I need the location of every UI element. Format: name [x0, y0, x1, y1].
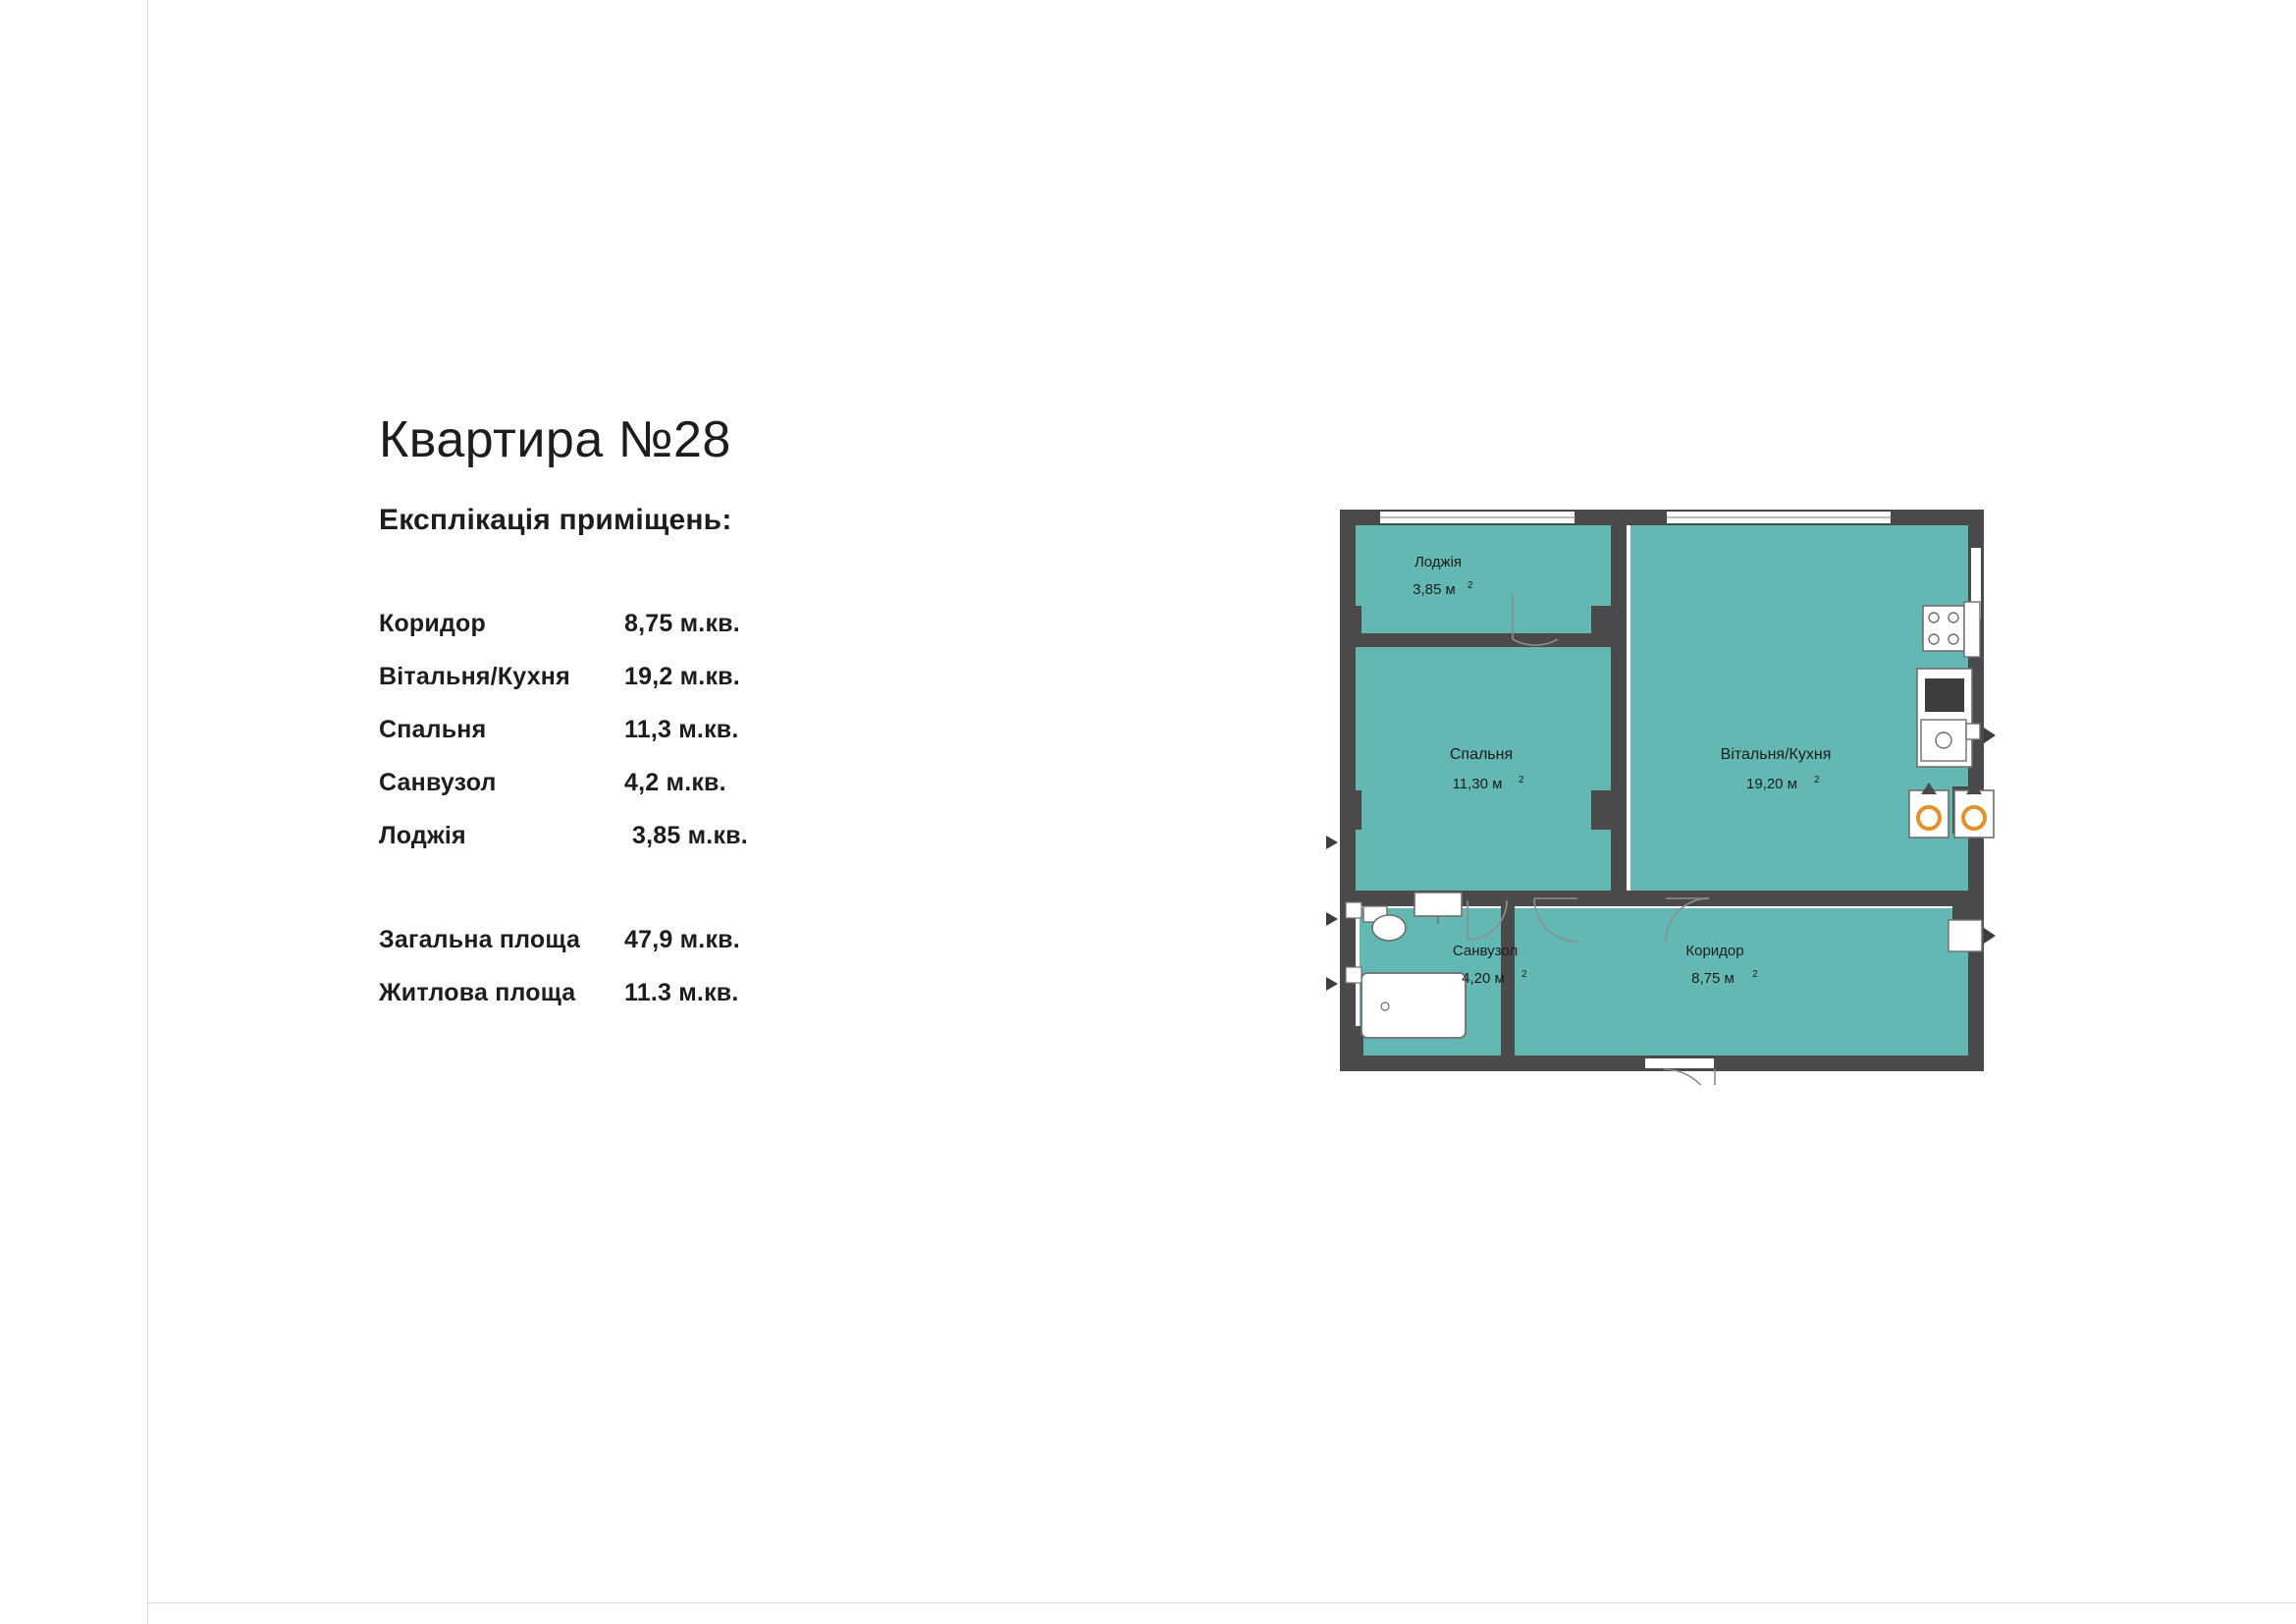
wall-jog-left-1	[1340, 790, 1362, 830]
riser-unit	[1949, 920, 1982, 951]
floor-plan	[1320, 496, 2007, 1085]
list-item	[379, 610, 1086, 663]
room-name: Лоджія	[379, 822, 466, 850]
toilet-bowl-icon	[1372, 915, 1406, 941]
divider	[379, 875, 1086, 926]
list-item	[379, 822, 1086, 875]
wall-jog-bedroom-right	[1591, 790, 1625, 830]
loggia-floor	[1348, 523, 1615, 639]
sink-icon	[1921, 720, 1966, 761]
living-area-value: 11.3 м.кв.	[624, 979, 739, 1007]
room-name: Санвузол	[379, 769, 497, 797]
corridor-area-label: 8,75 м	[1691, 970, 1735, 987]
sink-tap-icon	[1966, 724, 1980, 739]
appliance-icon	[1925, 678, 1964, 712]
bedroom-area-superscript: 2	[1519, 775, 1524, 785]
wall-jog-bottom-left	[1340, 1026, 1363, 1071]
room-area: 4,2 м.кв.	[624, 769, 726, 797]
list-item	[379, 716, 1086, 769]
page-border-bottom	[147, 1602, 2296, 1603]
apartment-specification	[379, 412, 1086, 1032]
bathroom-area-label: 4,20 м	[1462, 970, 1505, 987]
bedroom-area-label: 11,30 м	[1452, 776, 1503, 792]
page-border-left	[147, 0, 148, 1624]
loggia-label: Лоджія	[1414, 554, 1463, 570]
room-name: Вітальня/Кухня	[379, 663, 570, 691]
room-name: Коридор	[379, 610, 486, 638]
bedroom-floor	[1348, 641, 1615, 896]
total-area-label: Загальна площа	[379, 926, 581, 954]
living-kitchen-area-label: 19,20 м	[1745, 776, 1798, 792]
living-area-label: Житлова площа	[379, 979, 576, 1007]
bedroom-label: Спальня	[1449, 746, 1514, 763]
valve-icon	[1984, 928, 1996, 944]
kitchen-fixtures	[1917, 602, 1980, 767]
page-title: Квартира №28	[379, 411, 731, 468]
wall-loggia-bedroom	[1340, 633, 1623, 647]
loggia-area-label: 3,85 м	[1413, 581, 1456, 598]
wall-jog-left-2	[1340, 606, 1362, 639]
room-name: Спальня	[379, 716, 487, 744]
room-area: 3,85 м.кв.	[632, 822, 748, 850]
riser-marker-icon	[1326, 977, 1338, 991]
riser-box-icon	[1346, 967, 1362, 983]
bathroom-label: Санвузол	[1452, 943, 1519, 959]
riser-box-icon	[1346, 902, 1362, 918]
list-item	[379, 663, 1086, 716]
washbasin-icon	[1415, 893, 1462, 916]
riser-marker-icon	[1326, 836, 1338, 849]
stove-icon	[1923, 606, 1964, 651]
room-area: 11,3 м.кв.	[624, 716, 739, 744]
valve-icon	[1984, 728, 1996, 743]
total-area-value: 47,9 м.кв.	[624, 926, 740, 954]
list-item	[379, 979, 1086, 1032]
room-area: 19,2 м.кв.	[624, 663, 740, 691]
corridor-area-superscript: 2	[1752, 969, 1758, 980]
wall-bedroom-corridor	[1340, 891, 1627, 906]
corridor-label: Коридор	[1685, 943, 1744, 959]
counter-top	[1964, 602, 1980, 657]
riser-marker-icon	[1326, 912, 1338, 926]
corridor-floor	[1513, 908, 1976, 1057]
door-entrance-frame	[1644, 1057, 1715, 1069]
room-area-list	[379, 610, 1086, 1032]
living-kitchen-area-superscript: 2	[1814, 775, 1820, 785]
specification-subtitle: Експлікація приміщень:	[379, 504, 732, 537]
list-item	[379, 769, 1086, 822]
list-item	[379, 926, 1086, 979]
bathtub-icon	[1362, 973, 1466, 1038]
floor-plan-svg	[1320, 496, 2007, 1085]
bathroom-area-superscript: 2	[1522, 969, 1527, 980]
loggia-area-superscript: 2	[1468, 580, 1473, 591]
door-entrance-arc	[1664, 1069, 1715, 1085]
living-kitchen-label: Вітальня/Кухня	[1720, 746, 1832, 763]
wall-jog-loggia-right	[1591, 606, 1625, 639]
wall-bedroom-living	[1611, 510, 1627, 898]
room-area: 8,75 м.кв.	[624, 610, 740, 638]
